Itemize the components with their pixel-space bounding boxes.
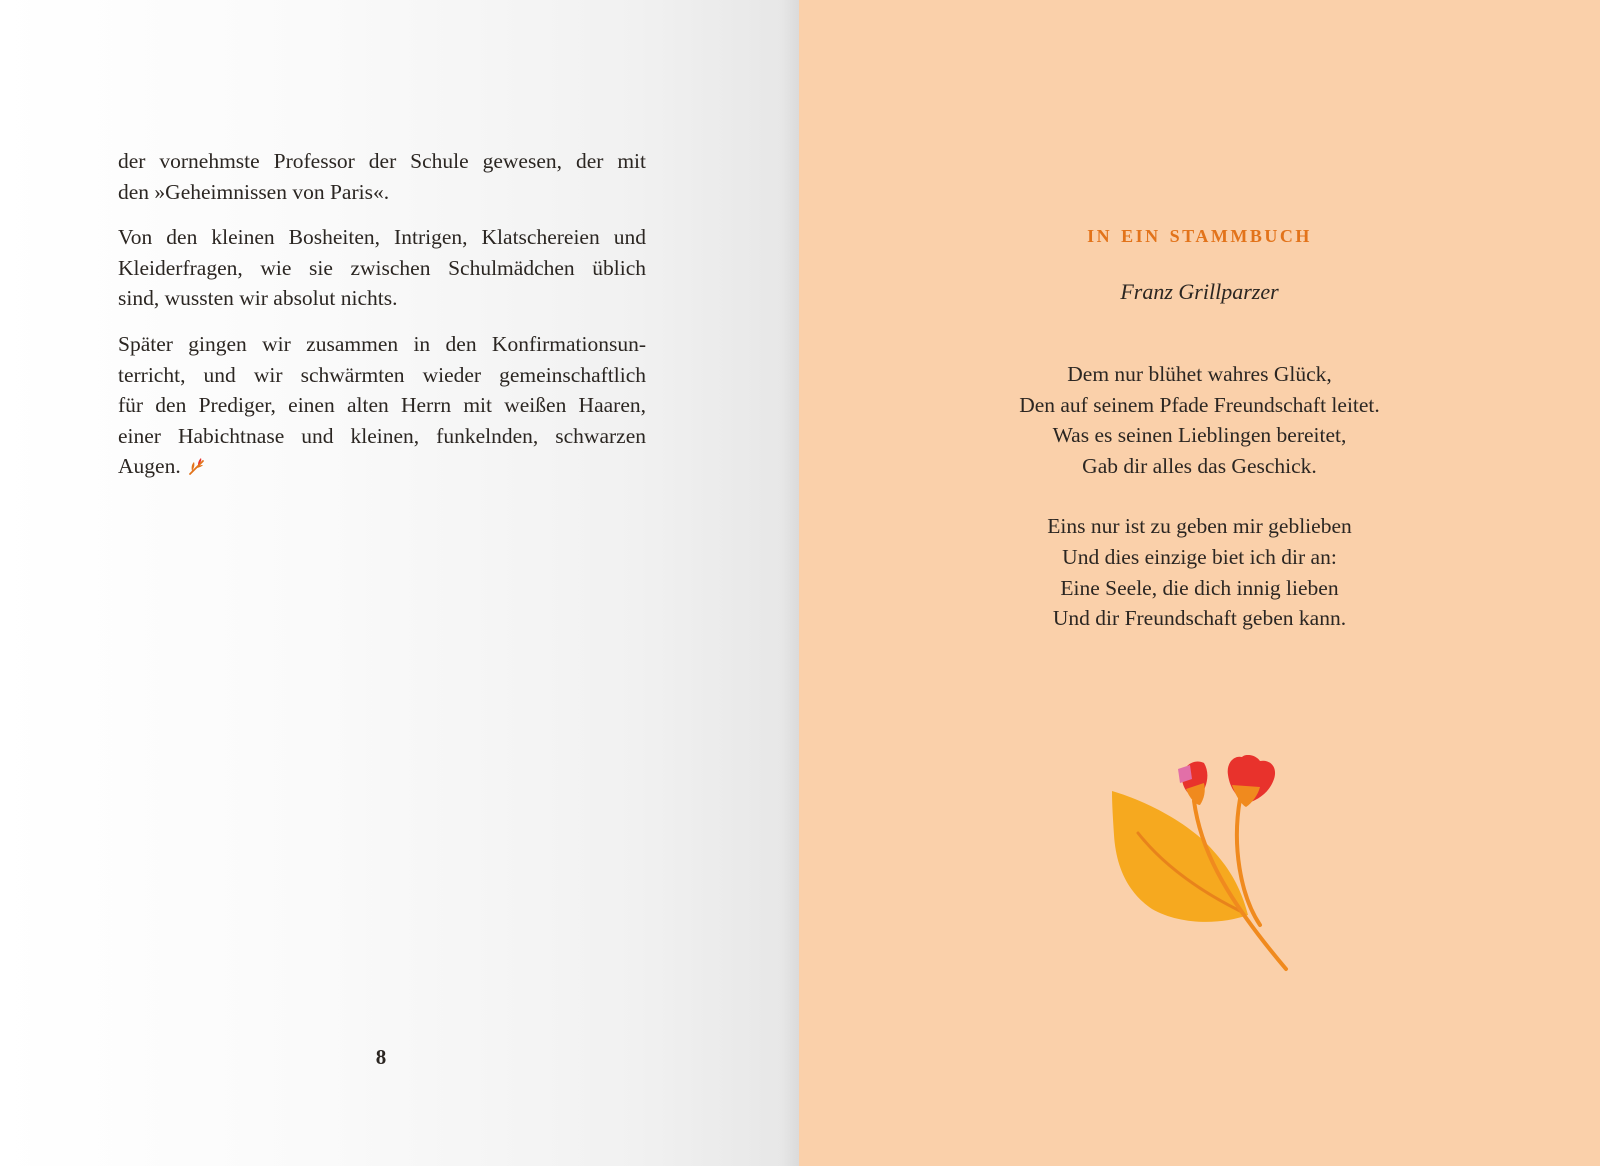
verse-line: Eins nur ist zu geben mir geblieben xyxy=(1047,514,1352,539)
text-line: einer Habichtnase und kleinen, funkelnden, schwarzen xyxy=(118,423,646,448)
poem xyxy=(799,359,1600,664)
flower-branch-illustration xyxy=(1100,755,1320,990)
verse-line: Gab dir alles das Geschick. xyxy=(1082,453,1317,478)
verse-line: Und dies einzige biet ich dir an: xyxy=(1062,544,1337,569)
stanza-1 xyxy=(799,359,1600,481)
gutter-shadow xyxy=(781,0,799,1166)
verse-line: Eine Seele, die dich innig lieben xyxy=(1060,575,1339,600)
poem-author: Franz Grillparzer xyxy=(1120,279,1279,304)
paragraph-2 xyxy=(118,222,646,314)
leaf-sprig-icon xyxy=(187,454,207,485)
paragraph-1 xyxy=(118,146,646,207)
verse-line: Dem nur blühet wahres Glück, xyxy=(1067,362,1332,386)
text-line: terricht, und wir schwärmten wieder gemeinschaftlich xyxy=(118,362,646,387)
verse-line: Und dir Freundschaft geben kann. xyxy=(1052,606,1347,631)
verse-line: Den auf seinem Pfade Freundschaft leitet. xyxy=(1019,392,1380,417)
text-line-final xyxy=(118,451,646,485)
poem-title: in ein stammbuch xyxy=(1087,219,1312,248)
leaf-shape xyxy=(1112,791,1248,922)
verse-line: Was es seinen Lieblingen bereitet, xyxy=(1052,423,1347,448)
paragraph-3 xyxy=(118,329,646,485)
text-line: der vornehmste Professor der Schule gewesen, der mit xyxy=(118,149,646,173)
text-line: Später gingen wir zusammen in den Konfirmationsun- xyxy=(118,331,646,356)
text-line-final-text: Augen. xyxy=(118,454,181,479)
stanza-2 xyxy=(799,511,1600,633)
prose-text xyxy=(118,146,646,500)
text-line: Von den kleinen Bosheiten, Intrigen, Klatschereien und xyxy=(118,225,646,250)
text-line: den »Geheimnissen von Paris«. xyxy=(118,179,390,204)
text-line: Kleiderfragen, wie sie zwischen Schulmädchen üblich xyxy=(118,255,646,280)
page-number: 8 xyxy=(375,1045,387,1069)
text-line: sind, wussten wir absolut nichts. xyxy=(118,286,398,311)
text-line: für den Prediger, einen alten Herrn mit weißen Haaren, xyxy=(118,393,646,418)
